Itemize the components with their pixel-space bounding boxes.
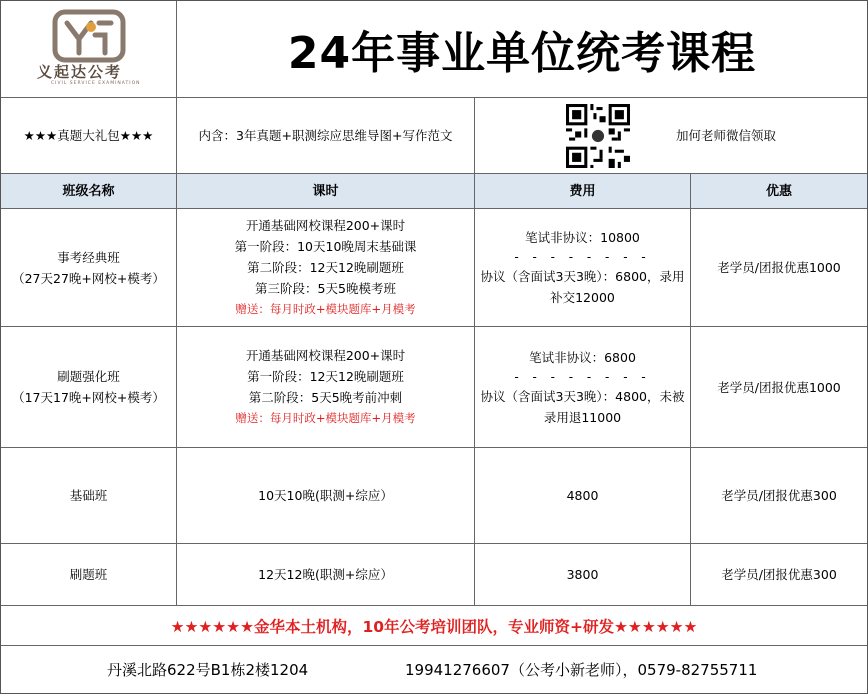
slogan-row	[1, 606, 867, 646]
class-name-sub: （17天17晚+网校+模考）	[12, 390, 165, 405]
page-title: 24年事业单位统考课程	[287, 28, 757, 79]
table-row	[1, 327, 867, 448]
hours-cell	[177, 209, 475, 326]
class-name-cell	[1, 209, 177, 326]
brand-logo	[1, 1, 177, 97]
fee-written: 笔试非协议：10800	[525, 230, 640, 245]
hours-line: 第一阶段：10天10晚周末基础课	[234, 239, 417, 254]
fee-protocol: 协议（含面试3天3晚）：4800，未被录用退11000	[480, 388, 685, 425]
class-name: 刷题强化班	[57, 369, 120, 384]
table-row	[1, 209, 867, 327]
fee-cell	[475, 209, 691, 326]
fee-separator: - - - - - - - -	[514, 369, 651, 384]
col-discount: 优惠	[765, 183, 792, 199]
qr-cell	[475, 98, 867, 173]
logo-subtitle: CIVIL SERVICE EXAMINATION	[51, 81, 141, 86]
fee-protocol: 协议（含面试3天3晚）：6800，录用补交12000	[480, 269, 685, 305]
discount-cell: 老学员/团报优惠300	[721, 567, 837, 582]
hours-line: 第二阶段：5天5晚考前冲刺	[248, 390, 403, 405]
col-class-name: 班级名称	[1, 174, 177, 208]
discount-cell: 老学员/团报优惠1000	[717, 379, 841, 395]
table-row	[1, 544, 867, 606]
qr-code-icon[interactable]	[566, 104, 630, 168]
fee-written: 笔试非协议：6800	[529, 349, 636, 365]
col-fee: 费用	[475, 174, 691, 208]
fee-cell	[475, 327, 691, 447]
class-name-sub: （27天27晚+网校+模考）	[12, 270, 165, 286]
hours-line: 第一阶段：12天12晚刷题班	[247, 369, 404, 384]
fee-cell: 3800	[475, 544, 691, 605]
hours-line: 开通基础网校课程200+课时	[245, 348, 406, 363]
gift-note: 赠送：每月时政+模块题库+月模考	[235, 411, 416, 425]
discount-cell: 老学员/团报优惠300	[721, 488, 837, 503]
class-name: 刷题班	[1, 544, 177, 605]
fee-cell: 4800	[475, 448, 691, 543]
discount-cell: 老学员/团报优惠1000	[717, 260, 841, 275]
fee-separator: - - - - - - - -	[514, 250, 651, 264]
gift-contents: 内含：3年真题+职测综应思维导图+写作范文	[177, 98, 475, 173]
class-name: 事考经典班	[57, 249, 120, 265]
gift-label: ★★★真题大礼包★★★	[1, 98, 177, 173]
gift-row	[1, 98, 867, 174]
hours-line: 第二阶段：12天12晚刷题班	[247, 260, 404, 275]
address: 丹溪北路622号B1栋2楼1204	[107, 661, 309, 679]
hours-cell: 12天12晚(职测+综应）	[177, 544, 475, 605]
table-row	[1, 448, 867, 544]
address-row	[1, 646, 867, 693]
table-header	[1, 174, 867, 209]
hours-line: 第三阶段：5天5晚模考班	[255, 281, 396, 296]
class-name-cell	[1, 327, 177, 447]
hours-cell: 10天10晚(职测+综应）	[177, 448, 475, 543]
hours-cell	[177, 327, 475, 447]
logo-mark-icon	[49, 9, 129, 65]
contact-phone: 19941276607（公考小新老师），0579-82755711	[405, 661, 758, 679]
hours-line: 开通基础网校课程200+课时	[245, 218, 406, 233]
class-name: 基础班	[1, 448, 177, 543]
title-row	[1, 1, 867, 98]
logo-name: 义起达公考	[37, 63, 123, 81]
slogan: ★★★★★★金华本土机构，10年公考培训团队，专业师资+研发★★★★★★	[170, 617, 698, 636]
gift-note: 赠送：每月时政+模块题库+月模考	[235, 302, 416, 316]
qr-label: 加何老师微信领取	[675, 128, 776, 143]
col-hours: 课时	[177, 174, 475, 208]
